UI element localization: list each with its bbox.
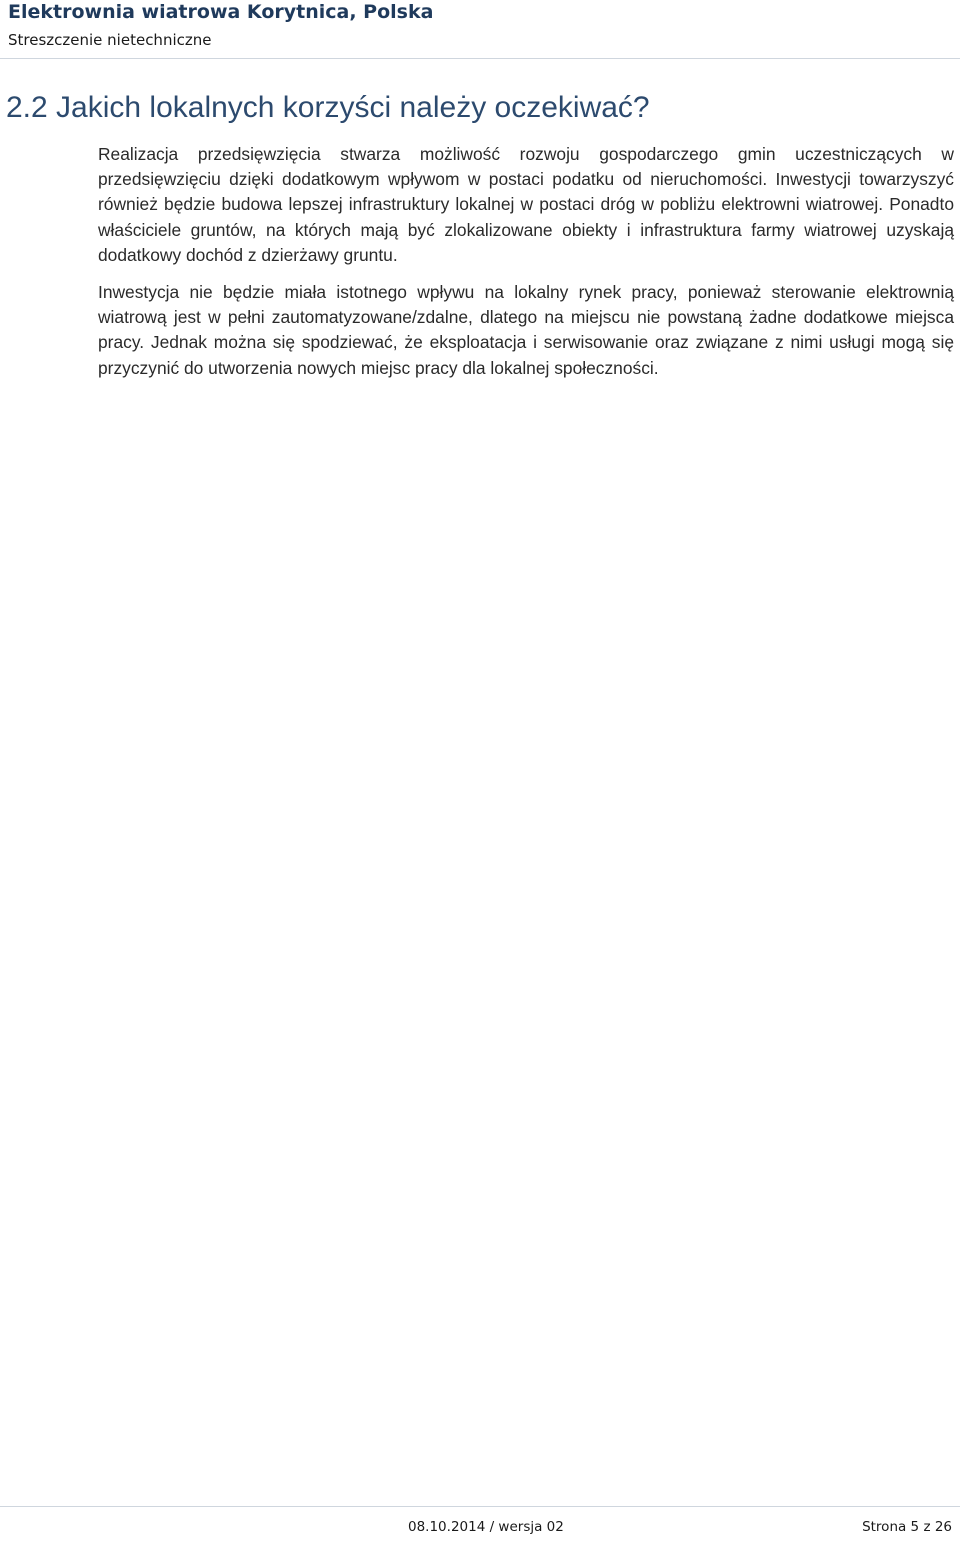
header-divider (0, 58, 960, 59)
footer-divider (0, 1506, 960, 1507)
paragraph: Inwestycja nie będzie miała istotnego wpływu na lokalny rynek pracy, ponieważ sterowanie elektrownią wiatrową jest w pełni zautomatyzowane/zdalne, dlatego na miejscu nie powstaną żadne dodatkowe miejsca pracy. Jednak można się spodziewać, że eksploatacja i serwisowanie oraz związane z nimi usługi mogą się przyczynić do utworzenia nowych miejsc pracy dla lokalnej społeczności. (98, 282, 954, 378)
page-number: Strona 5 z 26 (862, 1519, 952, 1535)
document-title: Elektrownia wiatrowa Korytnica, Polska (8, 1, 434, 23)
page-header (8, 0, 952, 50)
section-heading: 2.2 Jakich lokalnych korzyści należy oczekiwać? (6, 91, 650, 124)
document-subtitle: Streszczenie nietechniczne (8, 31, 212, 49)
footer-date-version: 08.10.2014 / wersja 02 (408, 1519, 564, 1535)
paragraph: Realizacja przedsięwzięcia stwarza możliwość rozwoju gospodarczego gmin uczestniczących w przedsięwzięciu dzięki dodatkowym wpływom w postaci podatku od nieruchomości. Inwestycji towarzyszyć również będzie budowa lepszej infrastruktury lokalnej w postaci dróg w pobliżu elektrowni wiatrowej. Ponadto właściciele gruntów, na których mają być zlokalizowane obiekty i infrastruktura farmy wiatrowej uzyskają dodatkowy dochód z dzierżawy gruntu. (98, 144, 954, 265)
